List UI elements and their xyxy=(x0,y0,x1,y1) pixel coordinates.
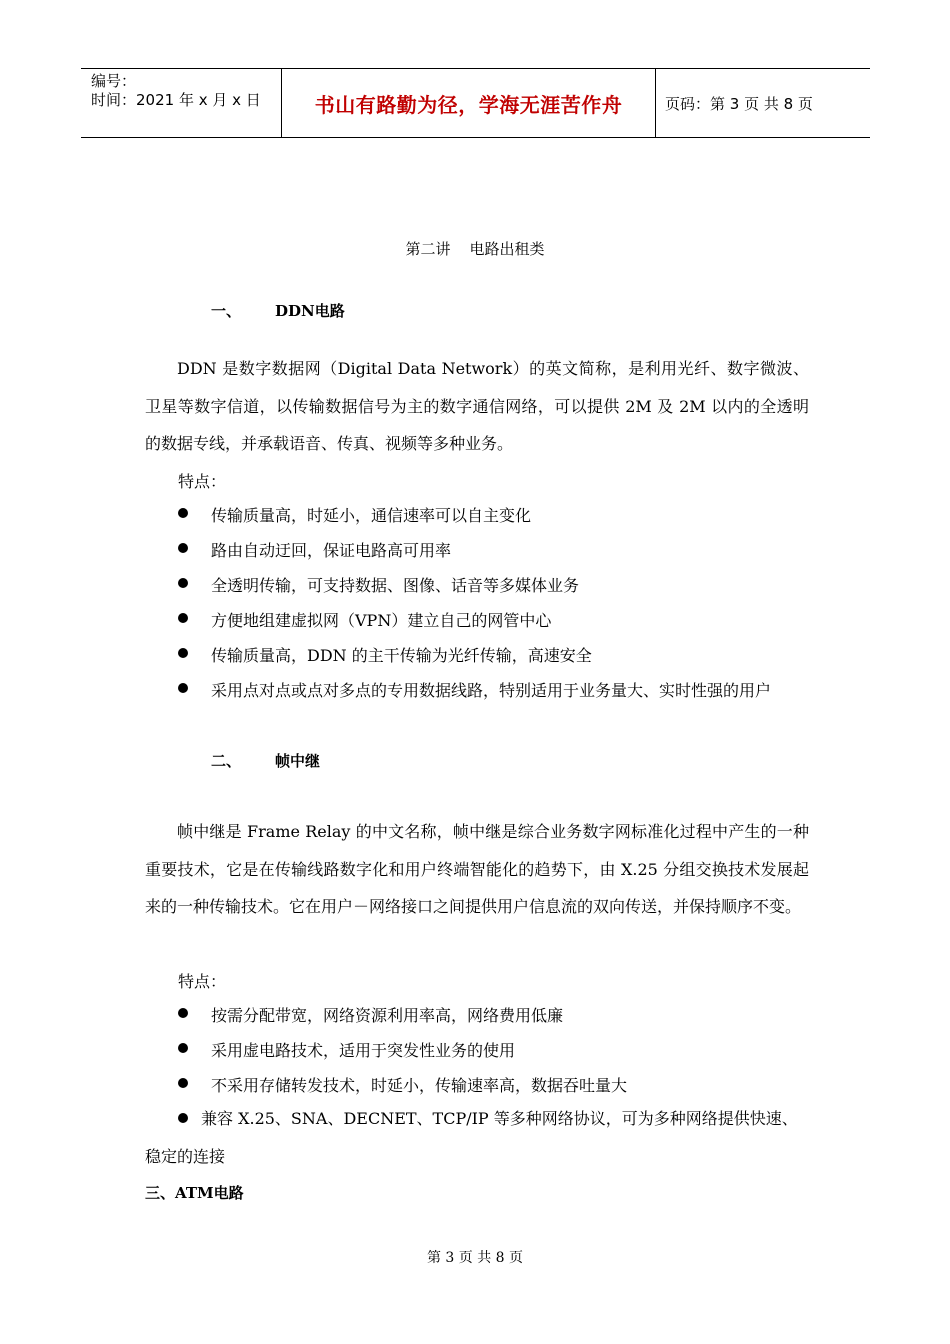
bullet-icon xyxy=(178,508,188,518)
header-page-cell xyxy=(655,69,870,137)
bullet-icon xyxy=(178,648,188,658)
bullet-icon xyxy=(178,613,188,623)
bullet-icon xyxy=(178,683,188,693)
bullet-icon xyxy=(178,1043,188,1053)
page-header xyxy=(81,68,870,138)
ddn-description: DDN 是数字数据网（Digital Data Network）的英文简称，是利用光纤、数字微波、卫星等数字信道，以传输数据信号为主的数字通信网络，可以提供 2M 及 2M 以内的全透明的数据专线，并承载语音、传真、视频等多种业务。 xyxy=(145,359,809,453)
section-heading-ddn xyxy=(211,300,411,320)
bullet-icon xyxy=(178,1078,188,1088)
section-title: 帧中继 xyxy=(275,752,321,770)
header-motto-cell xyxy=(281,69,656,137)
header-page-info: 页码：第 3 页 共 8 页 xyxy=(665,94,813,113)
header-meta-cell xyxy=(81,69,281,137)
document-number-label: 编号： xyxy=(91,72,137,90)
section-title: DDN电路 xyxy=(275,302,345,320)
section-number: 二、 xyxy=(211,752,242,770)
features-label: 特点： xyxy=(178,472,227,491)
header-motto: 书山有路勤为径，学海无涯苦作舟 xyxy=(314,92,623,117)
bullet-icon xyxy=(178,543,188,553)
bullet-icon xyxy=(178,1113,188,1123)
section-number: 一、 xyxy=(211,302,242,320)
page-footer: 第 3 页 共 8 页 xyxy=(426,1250,524,1266)
section-heading-atm: 三、ATM电路 xyxy=(145,1184,244,1202)
document-date-label: 时间：2021 年 x 月 x 日 xyxy=(91,91,261,109)
frame-relay-description: 帧中继是 Frame Relay 的中文名称，帧中继是综合业务数字网标准化过程中产生的一种重要技术，它是在传输线路数字化和用户终端智能化的趋势下，由 X.25 分组交换技术发展起来的一种传输技术。它在用户－网络接口之间提供用户信息流的双向传送，并保持顺序不变。 xyxy=(145,822,809,916)
section-heading-frame-relay xyxy=(211,750,411,770)
page-title: 第二讲 电路出租类 xyxy=(405,240,545,258)
features-label: 特点： xyxy=(178,972,227,991)
bullet-icon xyxy=(178,1008,188,1018)
list-item: 兼容 X.25、SNA、DECNET、TCP/IP 等多种网络协议，可为多种网络提供快速、稳定的连接 xyxy=(145,1109,798,1166)
bullet-icon xyxy=(178,578,188,588)
